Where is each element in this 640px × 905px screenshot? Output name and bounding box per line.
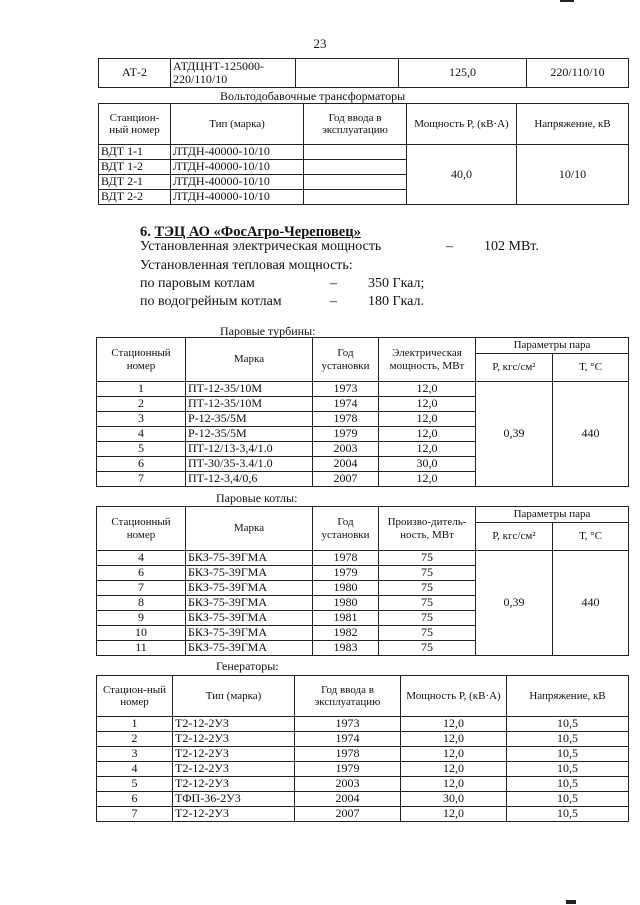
water-label: по водогрейным котлам: [140, 294, 282, 309]
generator-power: 12,0: [401, 717, 507, 732]
boilers-header-power: Произво-дитель-ность, МВт: [379, 507, 476, 551]
boiler-year: 1983: [313, 641, 379, 656]
boilers-p-value: 0,39: [476, 551, 553, 656]
table-row: [97, 807, 629, 822]
boilers-table: [96, 506, 629, 656]
boiler-number: 6: [97, 566, 186, 581]
turbine-power: 12,0: [379, 412, 476, 427]
at-year: [296, 59, 399, 88]
at-type: [171, 59, 296, 88]
turbine-mark: ПТ-12-35/10М: [186, 382, 313, 397]
turbine-mark: ПТ-30/35-3.4/1.0: [186, 457, 313, 472]
vdt-year: [304, 160, 407, 175]
vdt-type: ЛТДН-40000-10/10: [171, 190, 304, 205]
turbines-header-station: Стационный номер: [97, 338, 186, 382]
steam-value: 350 Гкал;: [368, 276, 425, 291]
boiler-year: 1982: [313, 626, 379, 641]
generator-type: Т2-12-2У3: [173, 807, 295, 822]
boiler-mark: БКЗ-75-39ГМА: [186, 581, 313, 596]
boiler-number: 7: [97, 581, 186, 596]
generator-voltage: 10,5: [507, 747, 629, 762]
turbine-year: 2007: [313, 472, 379, 487]
vdt-header-power: Мощность Р, (кВ·А): [407, 104, 517, 145]
generator-type: Т2-12-2У3: [173, 762, 295, 777]
vdt-year: [304, 190, 407, 205]
turbine-year: 2003: [313, 442, 379, 457]
boiler-year: 1980: [313, 596, 379, 611]
boiler-year: 1979: [313, 566, 379, 581]
boiler-year: 1981: [313, 611, 379, 626]
vdt-header-station: Станцион-ный номер: [99, 104, 171, 145]
turbine-year: 1978: [313, 412, 379, 427]
vdt-station: ВДТ 1-1: [99, 145, 171, 160]
thermal-label: Установленная тепловая мощность:: [140, 258, 353, 273]
table-row: [97, 382, 629, 397]
generator-year: 2003: [295, 777, 401, 792]
generators-header-power: Мощность Р, (кВ·А): [401, 676, 507, 717]
vdt-header-type: Тип (марка): [171, 104, 304, 145]
turbines-p-value: 0,39: [476, 382, 553, 487]
boiler-mark: БКЗ-75-39ГМА: [186, 611, 313, 626]
turbine-power: 12,0: [379, 382, 476, 397]
generator-type: Т2-12-2У3: [173, 717, 295, 732]
boilers-header-t: Т, °С: [553, 523, 629, 551]
turbines-header-p: Р, кгс/см²: [476, 354, 553, 382]
table-row: [99, 145, 629, 160]
boiler-mark: БКЗ-75-39ГМА: [186, 596, 313, 611]
turbine-mark: Р-12-35/5М: [186, 427, 313, 442]
water-value: 180 Гкал.: [368, 294, 425, 309]
vdt-station: ВДТ 2-1: [99, 175, 171, 190]
turbine-number: 6: [97, 457, 186, 472]
boiler-number: 9: [97, 611, 186, 626]
generators-table: [96, 675, 629, 822]
boiler-year: 1978: [313, 551, 379, 566]
table-row: [97, 747, 629, 762]
turbine-mark: Р-12-35/5М: [186, 412, 313, 427]
vdt-station: ВДТ 2-2: [99, 190, 171, 205]
generator-number: 5: [97, 777, 173, 792]
generator-voltage: 10,5: [507, 777, 629, 792]
turbine-year: 1979: [313, 427, 379, 442]
boilers-header-year: Год установки: [313, 507, 379, 551]
turbines-caption: Паровые турбины:: [220, 324, 316, 338]
generator-year: 1978: [295, 747, 401, 762]
boilers-header-row-1: [97, 507, 629, 523]
generator-voltage: 10,5: [507, 732, 629, 747]
generators-header-row: [97, 676, 629, 717]
generator-power: 30,0: [401, 792, 507, 807]
boiler-mark: БКЗ-75-39ГМА: [186, 626, 313, 641]
boiler-mark: БКЗ-75-39ГМА: [186, 551, 313, 566]
steam-label: по паровым котлам: [140, 276, 255, 291]
generator-year: 2004: [295, 792, 401, 807]
boiler-power: 75: [379, 611, 476, 626]
water-dash: –: [330, 294, 337, 309]
vdt-station: ВДТ 1-2: [99, 160, 171, 175]
boilers-header-params: Параметры пара: [476, 507, 629, 523]
vdt-power: 40,0: [407, 145, 517, 205]
at-table: [98, 58, 629, 88]
corner-mark-top: [560, 0, 574, 2]
turbine-year: 1974: [313, 397, 379, 412]
steam-dash: –: [330, 276, 337, 291]
generator-power: 12,0: [401, 807, 507, 822]
boilers-header-station: Стационный номер: [97, 507, 186, 551]
boiler-year: 1980: [313, 581, 379, 596]
boilers-t-value: 440: [553, 551, 629, 656]
generator-voltage: 10,5: [507, 792, 629, 807]
turbines-header-params: Параметры пара: [476, 338, 629, 354]
vdt-voltage: 10/10: [517, 145, 629, 205]
electric-dash: –: [446, 239, 453, 254]
generator-number: 1: [97, 717, 173, 732]
boilers-header-p: Р, кгс/см²: [476, 523, 553, 551]
turbine-power: 12,0: [379, 397, 476, 412]
turbine-mark: ПТ-12-35/10М: [186, 397, 313, 412]
section-number: 6.: [140, 224, 151, 240]
generator-power: 12,0: [401, 777, 507, 792]
turbine-number: 2: [97, 397, 186, 412]
vdt-header-year: Год ввода в эксплуатацию: [304, 104, 407, 145]
vdt-year: [304, 175, 407, 190]
generators-header-year: Год ввода в эксплуатацию: [295, 676, 401, 717]
boiler-number: 8: [97, 596, 186, 611]
turbine-power: 12,0: [379, 472, 476, 487]
generator-year: 1979: [295, 762, 401, 777]
boiler-power: 75: [379, 641, 476, 656]
vdt-type: ЛТДН-40000-10/10: [171, 175, 304, 190]
generators-header-voltage: Напряжение, кВ: [507, 676, 629, 717]
generator-number: 2: [97, 732, 173, 747]
generator-power: 12,0: [401, 747, 507, 762]
boiler-number: 10: [97, 626, 186, 641]
generator-type: Т2-12-2У3: [173, 732, 295, 747]
generator-voltage: 10,5: [507, 762, 629, 777]
generator-type: Т2-12-2У3: [173, 747, 295, 762]
boiler-number: 11: [97, 641, 186, 656]
turbine-year: 2004: [313, 457, 379, 472]
generator-power: 12,0: [401, 762, 507, 777]
vdt-header-voltage: Напряжение, кВ: [517, 104, 629, 145]
generator-number: 3: [97, 747, 173, 762]
generator-year: 1974: [295, 732, 401, 747]
turbines-header-year: Год установки: [313, 338, 379, 382]
turbine-power: 12,0: [379, 427, 476, 442]
turbine-number: 7: [97, 472, 186, 487]
boiler-power: 75: [379, 566, 476, 581]
boilers-header-mark: Марка: [186, 507, 313, 551]
turbine-number: 5: [97, 442, 186, 457]
vdt-type: ЛТДН-40000-10/10: [171, 145, 304, 160]
boiler-mark: БКЗ-75-39ГМА: [186, 566, 313, 581]
turbines-header-row-1: [97, 338, 629, 354]
generator-type: Т2-12-2У3: [173, 777, 295, 792]
vdt-type: ЛТДН-40000-10/10: [171, 160, 304, 175]
vdt-table: [98, 103, 629, 205]
corner-mark-bottom: [566, 900, 576, 904]
section-title-text: ТЭЦ АО «ФосАгро-Череповец»: [154, 224, 361, 240]
generator-power: 12,0: [401, 732, 507, 747]
generators-caption: Генераторы:: [216, 659, 279, 673]
table-row: [97, 732, 629, 747]
generator-number: 6: [97, 792, 173, 807]
boiler-power: 75: [379, 596, 476, 611]
generator-year: 2007: [295, 807, 401, 822]
vdt-header-row: [99, 104, 629, 145]
at-voltage: 220/110/10: [527, 59, 629, 88]
turbine-power: 30,0: [379, 457, 476, 472]
vdt-year: [304, 145, 407, 160]
turbine-year: 1973: [313, 382, 379, 397]
turbine-mark: ПТ-12-3,4/0,6: [186, 472, 313, 487]
generator-year: 1973: [295, 717, 401, 732]
table-row: [97, 792, 629, 807]
page-number: 23: [313, 36, 327, 51]
vdt-caption: Вольтодобавочные трансформаторы: [220, 89, 406, 103]
generators-header-station: Стацион-ный номер: [97, 676, 173, 717]
boilers-caption: Паровые котлы:: [216, 491, 298, 505]
at-name: АТ-2: [99, 59, 171, 88]
turbines-table: [96, 337, 629, 487]
turbine-power: 12,0: [379, 442, 476, 457]
at-power: 125,0: [399, 59, 527, 88]
generators-header-type: Тип (марка): [173, 676, 295, 717]
table-row: [97, 551, 629, 566]
generator-voltage: 10,5: [507, 717, 629, 732]
boiler-number: 4: [97, 551, 186, 566]
generator-voltage: 10,5: [507, 807, 629, 822]
generator-number: 7: [97, 807, 173, 822]
generator-number: 4: [97, 762, 173, 777]
turbine-number: 1: [97, 382, 186, 397]
turbines-header-mark: Марка: [186, 338, 313, 382]
table-row: [97, 762, 629, 777]
table-row: [97, 717, 629, 732]
boiler-power: 75: [379, 551, 476, 566]
at-type-line1: АТДЦНТ-125000-: [173, 58, 265, 73]
boiler-power: 75: [379, 626, 476, 641]
at-row: [99, 59, 629, 88]
turbines-header-power: Электрическая мощность, МВт: [379, 338, 476, 382]
table-row: [97, 777, 629, 792]
boiler-mark: БКЗ-75-39ГМА: [186, 641, 313, 656]
turbines-t-value: 440: [553, 382, 629, 487]
turbine-mark: ПТ-12/13-3,4/1.0: [186, 442, 313, 457]
boiler-power: 75: [379, 581, 476, 596]
electric-value: 102 МВт.: [484, 239, 539, 254]
turbine-number: 4: [97, 427, 186, 442]
turbine-number: 3: [97, 412, 186, 427]
electric-label: Установленная электрическая мощность: [140, 239, 382, 254]
turbines-header-t: Т, °С: [553, 354, 629, 382]
generator-type: ТФП-36-2У3: [173, 792, 295, 807]
at-type-line2: 220/110/10: [173, 72, 228, 86]
